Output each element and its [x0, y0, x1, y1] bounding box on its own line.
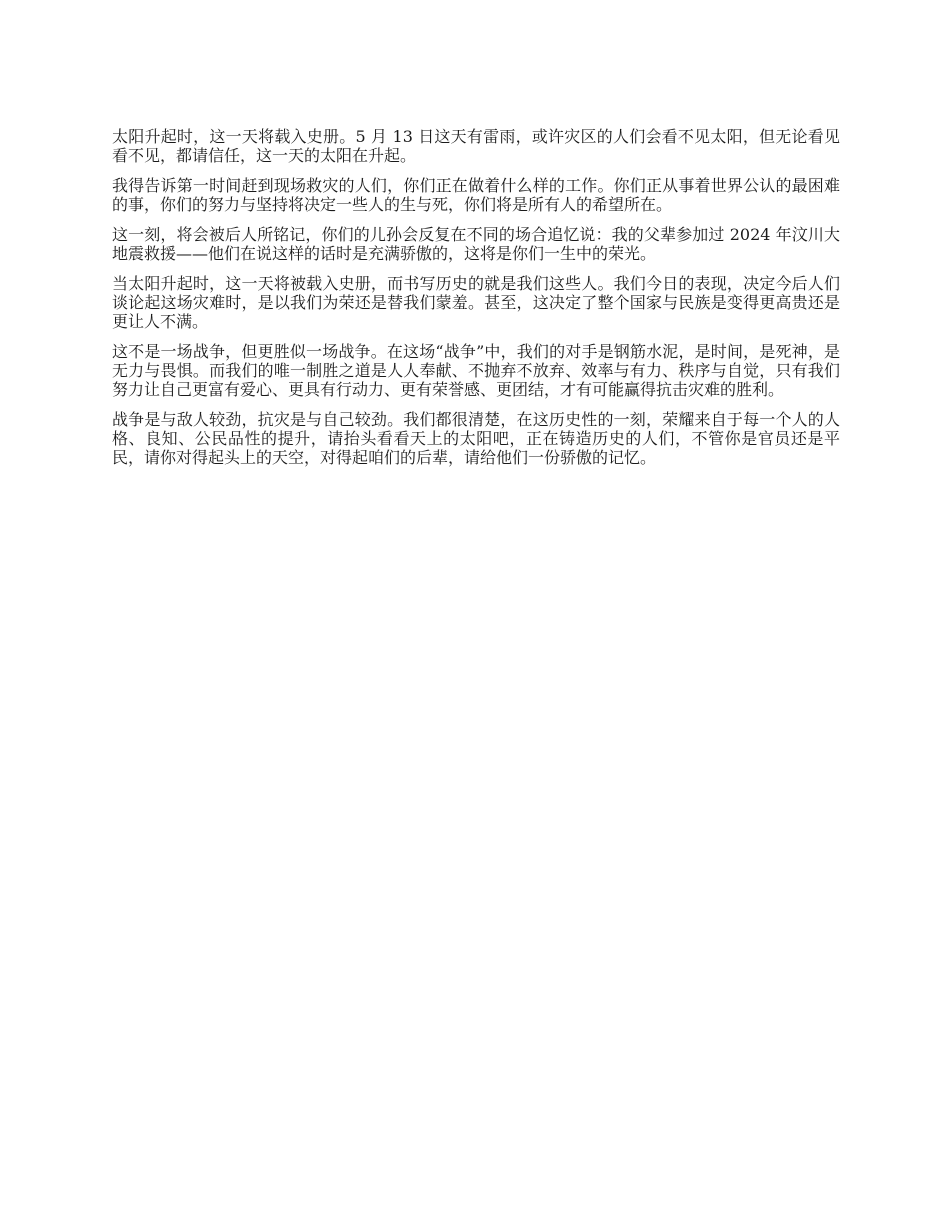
paragraph-6: 战争是与敌人较劲，抗灾是与自己较劲。我们都很清楚，在这历史性的一刻，荣耀来自于每一个人的人格、良知、公民品性的提升，请抬头看看天上的太阳吧，正在铸造历史的人们，不管你是官员还是平民，请你对得起头上的天空，对得起咱们的后辈，请给他们一份骄傲的记忆。 [112, 410, 840, 467]
paragraph-1: 太阳升起时，这一天将载入史册。5 月 13 日这天有雷雨，或许灾区的人们会看不见太阳，但无论看见看不见，都请信任，这一天的太阳在升起。 [112, 127, 840, 165]
document-body [112, 127, 840, 478]
paragraph-5: 这不是一场战争，但更胜似一场战争。在这场“战争”中，我们的对手是钢筋水泥，是时间，是死神，是无力与畏惧。而我们的唯一制胜之道是人人奉献、不抛弃不放弃、效率与有力、秩序与自觉，只有我们努力让自己更富有爱心、更具有行动力、更有荣誉感、更团结，才有可能赢得抗击灾难的胜利。 [112, 342, 840, 399]
paragraph-3: 这一刻，将会被后人所铭记，你们的儿孙会反复在不同的场合追忆说：我的父辈参加过 2024 年汶川大地震救援——他们在说这样的话时是充满骄傲的，这将是你们一生中的荣光。 [112, 225, 840, 263]
paragraph-4: 当太阳升起时，这一天将被载入史册，而书写历史的就是我们这些人。我们今日的表现，决定今后人们谈论起这场灾难时，是以我们为荣还是替我们蒙羞。甚至，这决定了整个国家与民族是变得更高贵还是更让人不满。 [112, 274, 840, 331]
paragraph-2: 我得告诉第一时间赶到现场救灾的人们，你们正在做着什么样的工作。你们正从事着世界公认的最困难的事，你们的努力与坚持将决定一些人的生与死，你们将是所有人的希望所在。 [112, 176, 840, 214]
